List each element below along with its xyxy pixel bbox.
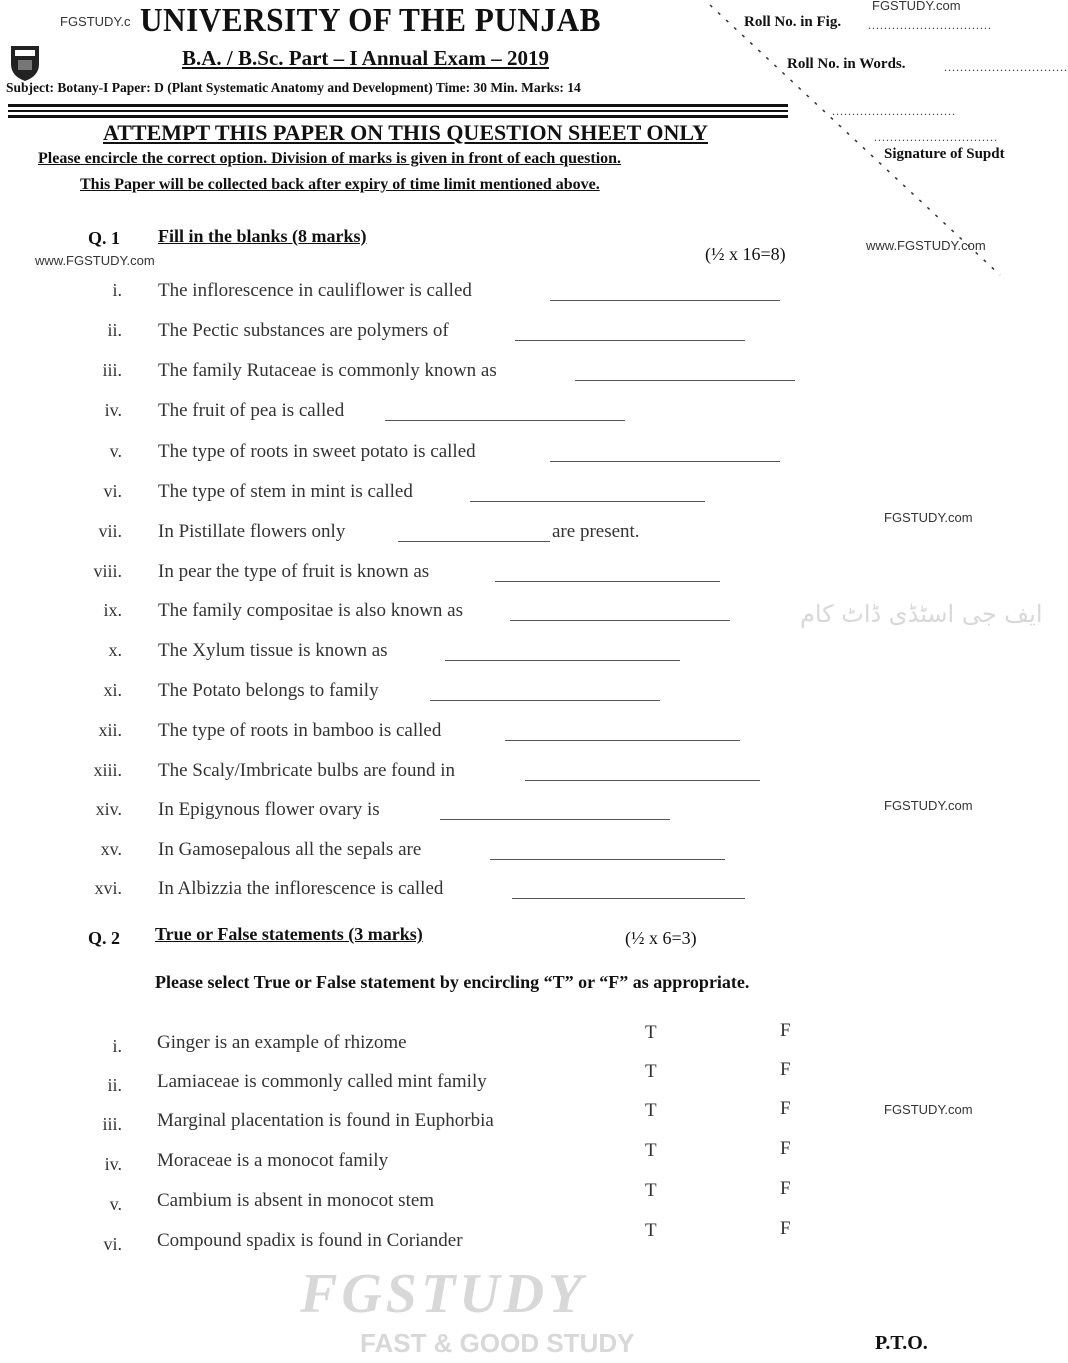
item-number: xiv. [95, 799, 122, 819]
item-number: i. [112, 280, 122, 300]
answer-blank[interactable] [525, 780, 760, 781]
q2-marks: (½ x 6=3) [625, 928, 697, 948]
answer-blank[interactable] [495, 581, 720, 582]
item-text: The type of roots in sweet potato is called [158, 441, 476, 462]
statement-text: Lamiaceae is commonly called mint family [157, 1071, 487, 1092]
answer-blank[interactable] [445, 660, 680, 661]
watermark-text: www.FGSTUDY.com [866, 238, 986, 253]
item-number: v. [109, 1194, 122, 1214]
true-option[interactable]: T [645, 1061, 657, 1082]
answer-blank[interactable] [385, 420, 625, 421]
item-number: ii. [107, 1075, 122, 1095]
item-text: The type of stem in mint is called [158, 481, 413, 502]
false-option[interactable]: F [780, 1098, 791, 1119]
urdu-watermark: ایف جی اسٹڈی ڈاٹ کام [800, 600, 1043, 628]
true-option[interactable]: T [645, 1140, 657, 1161]
dotted-line[interactable]: ............................... [874, 130, 998, 144]
university-crest-icon [8, 42, 42, 82]
item-number: vii. [98, 521, 122, 541]
item-number: viii. [93, 561, 122, 581]
item-number: vi. [103, 1234, 122, 1254]
answer-blank[interactable] [515, 340, 745, 341]
statement-text: Marginal placentation is found in Euphorbia [157, 1110, 494, 1131]
dotted-line[interactable]: ............................... [832, 104, 956, 118]
item-number: xi. [103, 680, 122, 700]
item-text: The family compositae is also known as [158, 600, 463, 621]
true-option[interactable]: T [645, 1100, 657, 1121]
answer-blank[interactable] [470, 501, 705, 502]
true-option[interactable]: T [645, 1180, 657, 1201]
watermark-text: FGSTUDY.com [872, 0, 961, 13]
instruction-line: Please encircle the correct option. Division of marks is given in front of each question. [38, 150, 622, 167]
statement-text: Ginger is an example of rhizome [157, 1032, 407, 1053]
item-number: ii. [107, 320, 122, 340]
divider [8, 104, 788, 107]
item-text: The Pectic substances are polymers of [158, 320, 449, 341]
item-text: In Albizzia the inflorescence is called [158, 878, 444, 899]
item-text: In Pistillate flowers only [158, 521, 346, 542]
true-option[interactable]: T [645, 1022, 657, 1043]
q1-number: Q. 1 [88, 228, 121, 248]
roll-no-fig-field[interactable]: ............................... [868, 18, 992, 32]
fgstudy-logo-watermark: FGSTUDY [300, 1263, 587, 1325]
q2-instruction: Please select True or False statement by encircling “T” or “F” as appropriate. [155, 972, 750, 992]
answer-blank[interactable] [398, 541, 550, 542]
tagline-watermark: FAST & GOOD STUDY [360, 1328, 635, 1358]
subject-line: Subject: Botany-I Paper: D (Plant Systematic Anatomy and Development) Time: 30 Min. Marks: 14 [6, 80, 581, 95]
exam-title: B.A. / B.Sc. Part – I Annual Exam – 2019 [182, 46, 549, 70]
divider [8, 115, 788, 118]
watermark-text: FGSTUDY.com [884, 798, 973, 813]
roll-no-words-field[interactable]: ............................... [944, 60, 1068, 74]
statement-text: Moraceae is a monocot family [157, 1150, 389, 1171]
answer-blank[interactable] [440, 819, 670, 820]
instruction-line: This Paper will be collected back after expiry of time limit mentioned above. [80, 176, 600, 193]
pto-label: P.T.O. [875, 1332, 928, 1354]
true-option[interactable]: T [645, 1220, 657, 1241]
watermark-text: FGSTUDY.com [884, 510, 973, 525]
answer-blank[interactable] [512, 898, 745, 899]
item-text: The family Rutaceae is commonly known as [158, 360, 497, 381]
answer-blank[interactable] [505, 740, 740, 741]
item-text: The type of roots in bamboo is called [158, 720, 442, 741]
watermark-text: FGSTUDY.c [60, 14, 131, 29]
item-text: In Epigynous flower ovary is [158, 799, 380, 820]
answer-blank[interactable] [550, 300, 780, 301]
roll-no-words-label: Roll No. in Words. [787, 56, 906, 72]
item-number: v. [109, 441, 122, 461]
item-number: x. [108, 640, 122, 660]
item-number: iv. [104, 1154, 122, 1174]
answer-blank[interactable] [575, 380, 795, 381]
answer-blank[interactable] [430, 700, 660, 701]
item-number: iv. [104, 400, 122, 420]
university-title: UNIVERSITY OF THE PUNJAB [140, 2, 601, 39]
answer-blank[interactable] [510, 620, 730, 621]
item-text: The Xylum tissue is known as [158, 640, 388, 661]
divider [8, 110, 788, 112]
false-option[interactable]: F [780, 1178, 791, 1199]
answer-blank[interactable] [490, 859, 725, 860]
item-number: iii. [102, 360, 122, 380]
watermark-text: FGSTUDY.com [884, 1102, 973, 1117]
item-text: The Scaly/Imbricate bulbs are found in [158, 760, 456, 781]
item-text-after: are present. [552, 521, 640, 542]
item-number: xv. [100, 839, 122, 859]
false-option[interactable]: F [780, 1218, 791, 1239]
item-number: iii. [102, 1114, 122, 1134]
item-number: ix. [103, 600, 122, 620]
item-text: In pear the type of fruit is known as [158, 561, 430, 582]
q1-marks: (½ x 16=8) [705, 244, 786, 264]
false-option[interactable]: F [780, 1020, 791, 1041]
item-text: The Potato belongs to family [158, 680, 379, 701]
attempt-heading: ATTEMPT THIS PAPER ON THIS QUESTION SHEET ONLY [103, 120, 708, 145]
q2-number: Q. 2 [88, 928, 121, 948]
q1-title: Fill in the blanks (8 marks) [158, 226, 367, 246]
item-number: xii. [98, 720, 122, 740]
false-option[interactable]: F [780, 1059, 791, 1080]
answer-blank[interactable] [550, 461, 780, 462]
item-text: The fruit of pea is called [158, 400, 345, 421]
q2-title: True or False statements (3 marks) [155, 924, 423, 944]
item-number: xiii. [93, 760, 122, 780]
false-option[interactable]: F [780, 1138, 791, 1159]
item-number: i. [112, 1036, 122, 1056]
item-number: xvi. [94, 878, 122, 898]
item-text: The inflorescence in cauliflower is called [158, 280, 472, 301]
statement-text: Cambium is absent in monocot stem [157, 1190, 435, 1211]
item-number: vi. [103, 481, 122, 501]
statement-text: Compound spadix is found in Coriander [157, 1230, 463, 1251]
roll-no-fig-label: Roll No. in Fig. [744, 14, 842, 30]
watermark-text: www.FGSTUDY.com [35, 253, 155, 268]
item-text: In Gamosepalous all the sepals are [158, 839, 422, 860]
signature-label: Signature of Supdt [884, 146, 1005, 162]
